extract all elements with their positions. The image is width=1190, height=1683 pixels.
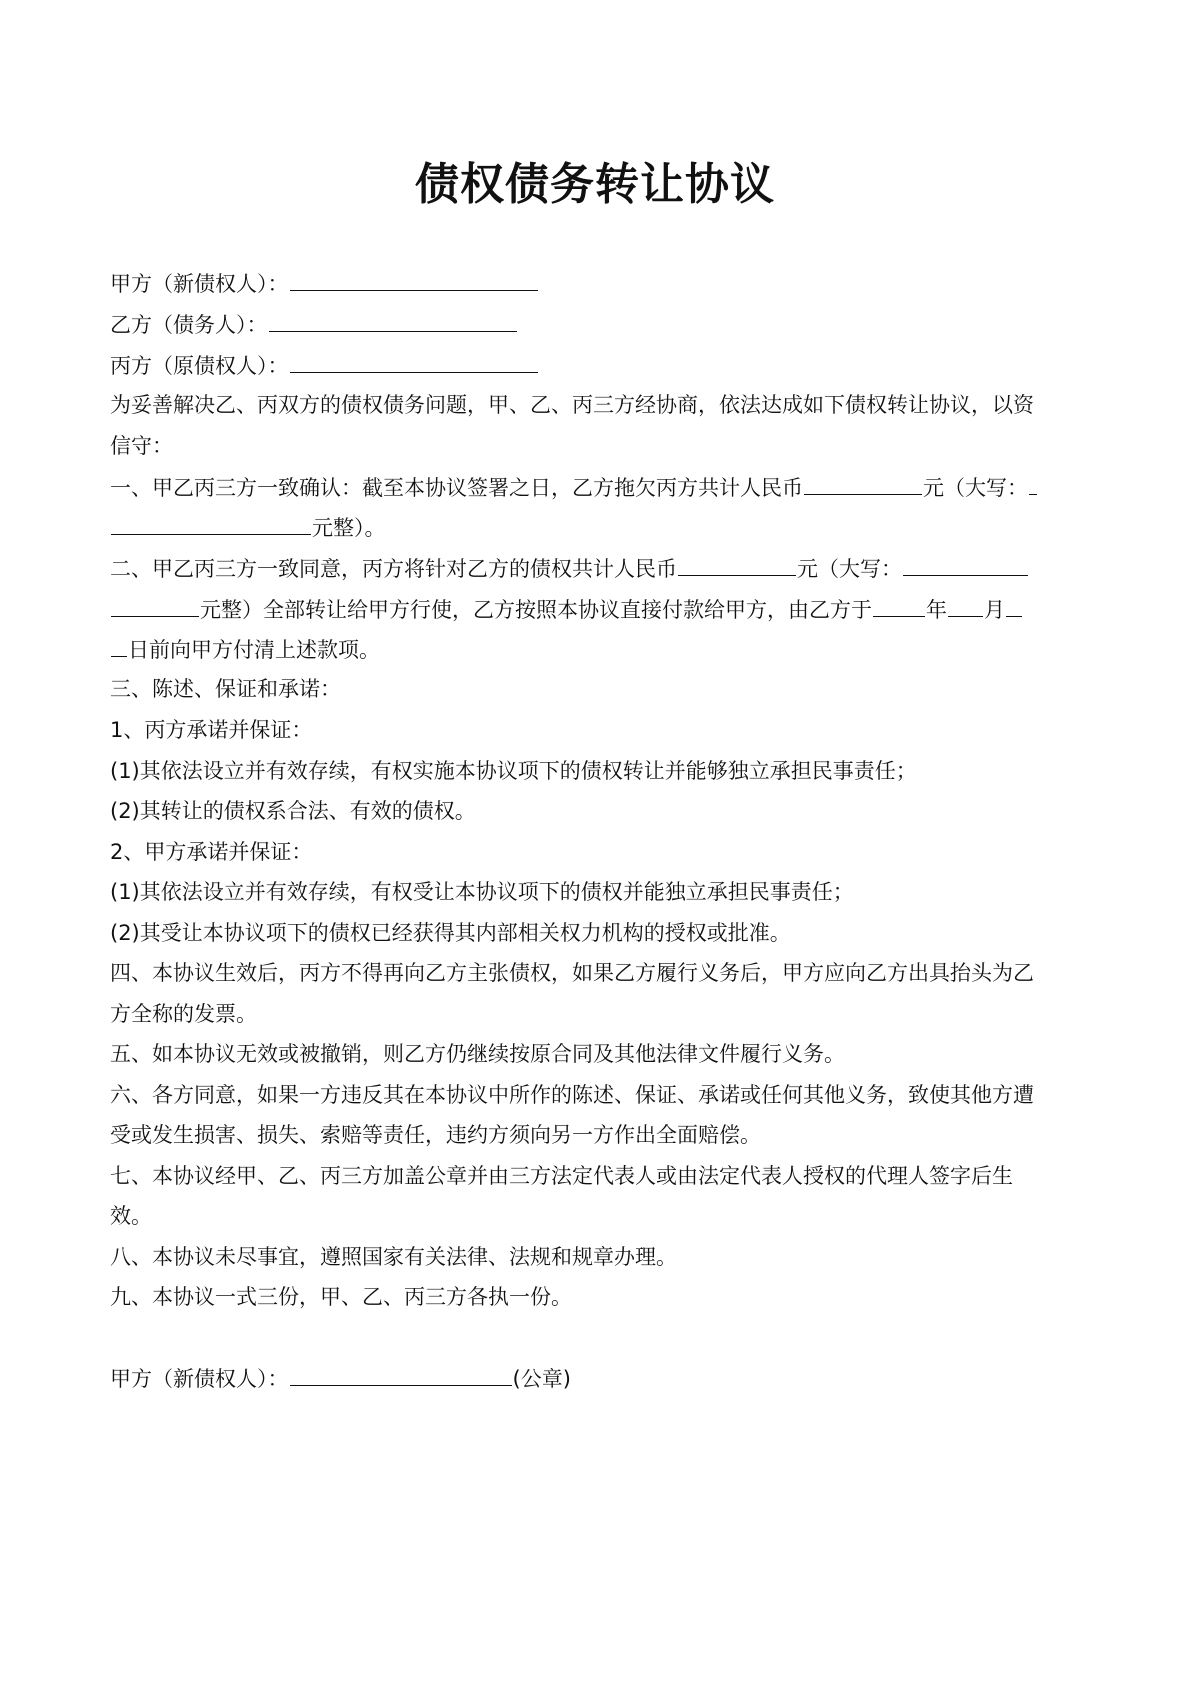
article-2-text-a: 二、甲乙丙三方一致同意，丙方将针对乙方的债权共计人民币 xyxy=(110,557,677,581)
article-6-line-1: 六、各方同意，如果一方违反其在本协议中所作的陈述、保证、承诺或任何其他义务，致使其他方遭 xyxy=(110,1083,1034,1107)
article-2-text-c: 元整）全部转让给甲方行使，乙方按照本协议直接付款给甲方，由乙方于 xyxy=(200,598,872,622)
party-b-line xyxy=(110,309,518,340)
signature-a-line xyxy=(110,1363,571,1394)
article-1-words-blank[interactable] xyxy=(111,512,311,535)
article-3-2-heading: 2、甲方承诺并保证： xyxy=(110,840,313,864)
party-c-label: 丙方（原债权人）： xyxy=(110,354,289,378)
signature-a-label: 甲方（新债权人）： xyxy=(110,1367,289,1391)
article-7-line-1: 七、本协议经甲、乙、丙三方加盖公章并由三方法定代表人或由法定代表人授权的代理人签字后生 xyxy=(110,1164,1013,1188)
party-a-line xyxy=(110,268,539,299)
article-3-1-heading: 1、丙方承诺并保证： xyxy=(110,718,313,742)
signature-a-blank[interactable] xyxy=(290,1363,512,1386)
article-4-line-2: 方全称的发票。 xyxy=(110,1002,257,1026)
party-c-line xyxy=(110,350,539,381)
article-2-month-blank[interactable] xyxy=(948,594,983,617)
party-c-blank[interactable] xyxy=(290,350,538,373)
article-3-2-item-2: (2)其受让本协议项下的债权已经获得其内部相关权力机构的授权或批准。 xyxy=(110,921,791,945)
article-2-text-b: 元（大写： xyxy=(797,557,902,581)
article-2-words-blank[interactable] xyxy=(111,594,199,617)
signature-a-seal: (公章) xyxy=(512,1367,571,1391)
article-3-2-item-1: (1)其依法设立并有效存续，有权受让本协议项下的债权并能独立承担民事责任； xyxy=(110,880,854,904)
article-2-text-d: 日前向甲方付清上述款项。 xyxy=(128,638,380,662)
article-3-heading: 三、陈述、保证和承诺： xyxy=(110,677,341,701)
article-1-text-b: 元（大写： xyxy=(923,476,1028,500)
article-2-year-blank[interactable] xyxy=(873,594,925,617)
article-2-day-blank[interactable] xyxy=(111,634,127,657)
article-2-amount-blank[interactable] xyxy=(678,553,796,576)
party-a-label: 甲方（新债权人）： xyxy=(110,272,289,296)
article-2-line-3 xyxy=(110,634,380,665)
article-3-1-item-2: (2)其转让的债权系合法、有效的债权。 xyxy=(110,799,476,823)
article-2-words-blank-start[interactable] xyxy=(903,553,1028,576)
article-1-text-c: 元整）。 xyxy=(312,516,386,540)
article-7-line-2: 效。 xyxy=(110,1204,152,1228)
article-2-day-blank-start[interactable] xyxy=(1006,594,1022,617)
intro-line-2: 信守： xyxy=(110,434,173,458)
party-a-blank[interactable] xyxy=(290,268,538,291)
document-title: 债权债务转让协议 xyxy=(415,159,775,210)
article-9: 九、本协议一式三份，甲、乙、丙三方各执一份。 xyxy=(110,1285,572,1309)
article-1-words-blank-start[interactable] xyxy=(1029,472,1037,495)
article-1-line-1 xyxy=(110,472,1038,503)
article-2-month-label: 月 xyxy=(984,598,1005,622)
party-b-blank[interactable] xyxy=(269,309,517,332)
article-1-text-a: 一、甲乙丙三方一致确认：截至本协议签署之日，乙方拖欠丙方共计人民币 xyxy=(110,476,803,500)
article-2-year-label: 年 xyxy=(926,598,947,622)
article-1-line-2 xyxy=(110,512,386,543)
article-6-line-2: 受或发生损害、损失、索赔等责任，违约方须向另一方作出全面赔偿。 xyxy=(110,1123,761,1147)
article-1-amount-blank[interactable] xyxy=(804,472,922,495)
article-2-line-1 xyxy=(110,553,1029,584)
article-3-1-item-1: (1)其依法设立并有效存续，有权实施本协议项下的债权转让并能够独立承担民事责任； xyxy=(110,759,917,783)
party-b-label: 乙方（债务人）： xyxy=(110,313,268,337)
article-5: 五、如本协议无效或被撤销，则乙方仍继续按原合同及其他法律文件履行义务。 xyxy=(110,1042,845,1066)
intro-line-1: 为妥善解决乙、丙双方的债权债务问题，甲、乙、丙三方经协商，依法达成如下债权转让协议，以资 xyxy=(110,393,1034,417)
article-8: 八、本协议未尽事宜，遵照国家有关法律、法规和规章办理。 xyxy=(110,1245,677,1269)
article-2-line-2 xyxy=(110,594,1023,625)
article-4-line-1: 四、本协议生效后，丙方不得再向乙方主张债权，如果乙方履行义务后，甲方应向乙方出具抬头为乙 xyxy=(110,961,1034,985)
